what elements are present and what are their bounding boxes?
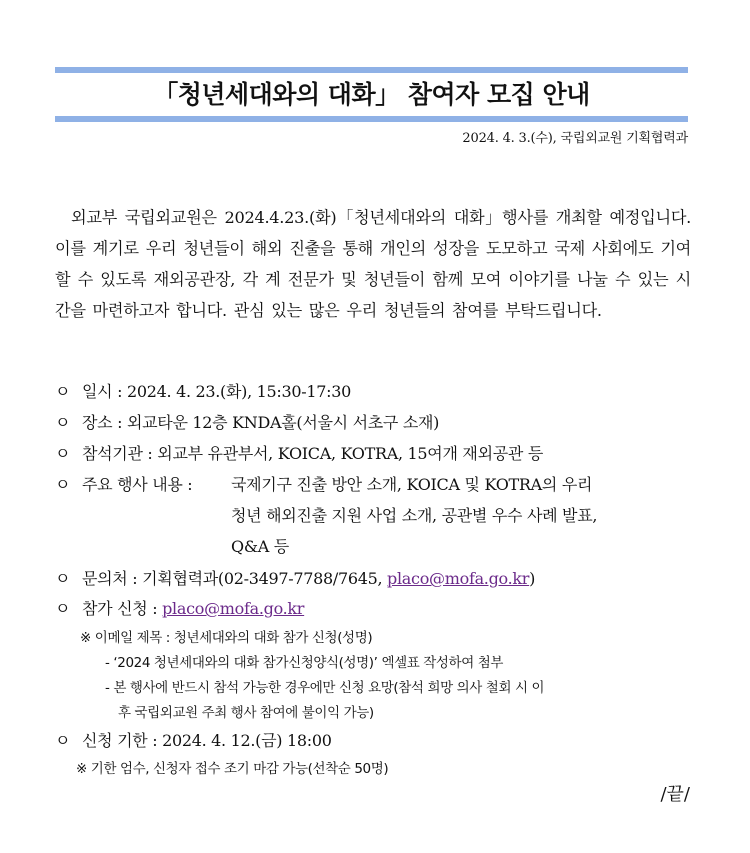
list-item-attendees — [55, 441, 543, 464]
title-top-rule — [55, 67, 688, 73]
apply-email-link[interactable]: placo@mofa.go.kr — [162, 599, 305, 618]
list-item-content — [55, 472, 192, 495]
title-bottom-rule — [55, 116, 688, 122]
list-item-contact — [55, 566, 535, 589]
bullet-icon: ㅇ — [55, 413, 71, 432]
dateline: 2024. 4. 3.(수), 국립외교원 기획협력과 — [462, 131, 688, 146]
date-text: 일시 : 2024. 4. 23.(화), 15:30-17:30 — [82, 382, 351, 401]
bullet-icon: ㅇ — [55, 382, 71, 401]
content-line-2: 청년 해외진출 지원 사업 소개, 공관별 우수 사례 발표, — [231, 506, 598, 525]
attendees-text: 참석기관 : 외교부 유관부서, KOICA, KOTRA, 15여개 재외공관 등 — [82, 444, 543, 463]
deadline-note: ※ 기한 엄수, 신청자 접수 조기 마감 가능(선착순 50명) — [76, 761, 389, 777]
venue-text: 장소 : 외교타운 12층 KNDA홀(서울시 서초구 소재) — [82, 413, 440, 432]
list-item-deadline — [55, 728, 332, 751]
bullet-icon: ㅇ — [55, 475, 71, 494]
bullet-icon: ㅇ — [55, 444, 71, 463]
bullet-icon: ㅇ — [55, 569, 71, 588]
contact-suffix: ) — [529, 569, 536, 588]
content-line-1: 국제기구 진출 방안 소개, KOICA 및 KOTRA의 우리 — [231, 475, 593, 494]
contact-email-link[interactable]: placo@mofa.go.kr — [387, 569, 530, 588]
note-email-subject: ※ 이메일 제목 : 청년세대와의 대화 참가 신청(성명) — [80, 630, 373, 646]
note-attach-form: - ‘2024 청년세대와의 대화 참가신청양식(성명)’ 엑셀표 작성하여 첨부 — [105, 655, 504, 671]
list-item-venue — [55, 410, 439, 433]
end-mark: /끝/ — [660, 784, 690, 805]
bullet-icon: ㅇ — [55, 599, 71, 618]
note-attendance-warning-cont: 후 국립외교원 주최 행사 참여에 불이익 가능) — [118, 705, 374, 721]
intro-paragraph: 외교부 국립외교원은 2024.4.23.(화)「청년세대와의 대화」행사를 개최할 예정입니다. 이를 계기로 우리 청년들이 해외 진출을 통해 개인의 성장을 도모하고 국제 사회에도 기여할 수 있도록 재외공관장, 각 계 전문가 및 청년들이 함께 모여 이야기를 나눌 수 있는 시간을 마련하고자 합니다. 관심 있는 많은 우리 청년들의 참여를 부탁드립니다. — [55, 208, 691, 320]
deadline-text: 신청 기한 : 2024. 4. 12.(금) 18:00 — [82, 731, 332, 750]
content-line-3: Q&A 등 — [231, 537, 289, 556]
page-title: 「청년세대와의 대화」 참여자 모집 안내 — [153, 80, 590, 109]
list-item-apply — [55, 596, 304, 619]
contact-text: 문의처 : 기획협력과(02-3497-7788/7645, — [82, 569, 388, 588]
bullet-icon: ㅇ — [55, 731, 71, 750]
content-label: 주요 행사 내용 : — [82, 475, 193, 494]
note-attendance-warning: - 본 행사에 반드시 참석 가능한 경우에만 신청 요망(참석 희망 의사 철회 시 이 — [105, 680, 545, 696]
apply-text: 참가 신청 : — [82, 599, 163, 618]
list-item-date — [55, 379, 351, 402]
